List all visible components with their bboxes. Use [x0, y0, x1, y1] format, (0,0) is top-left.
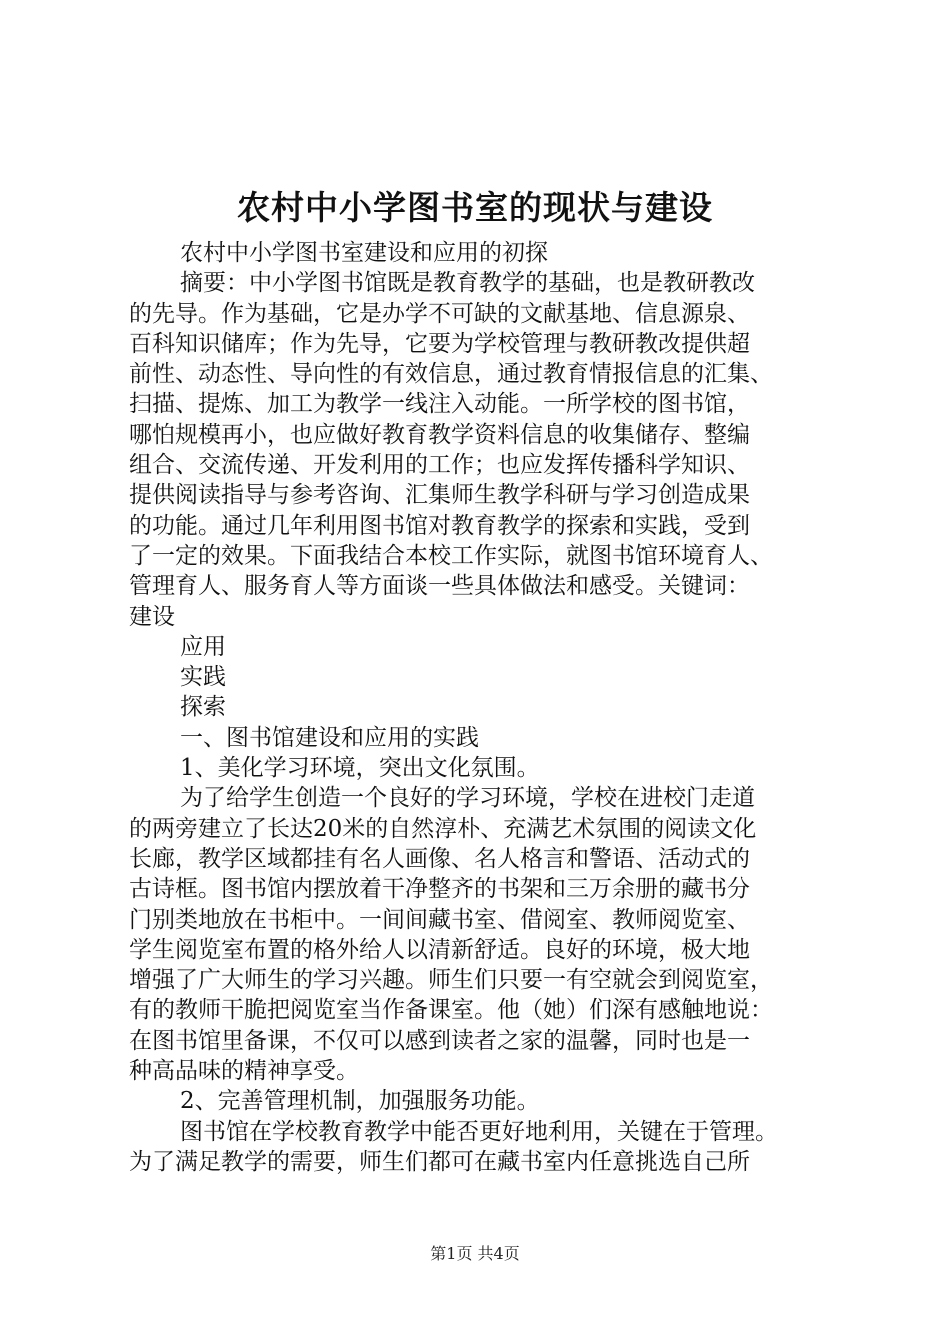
body-line: 为了满足教学的需要，师生们都可在藏书室内任意挑选自己所	[129, 1148, 750, 1175]
body-line: 图书馆在学校教育教学中能否更好地利用，关键在于管理。	[180, 1118, 778, 1145]
body-line: 有的教师干脆把阅览室当作备课室。他（她）们深有感触地说：	[129, 997, 773, 1024]
body-line: 学生阅览室布置的格外给人以清新舒适。良好的环境，极大地	[129, 936, 750, 963]
body-line: 扫描、提炼、加工为教学一线注入动能。一所学校的图书馆，	[129, 391, 750, 418]
body-line: 提供阅读指导与参考咨询、汇集师生教学科研与学习创造成果	[129, 482, 750, 509]
page-footer: 第1页 共4页	[430, 1244, 520, 1263]
body-line: 的功能。通过几年利用图书馆对教育教学的探索和实践，受到	[129, 512, 750, 539]
body-line: 摘要：中小学图书馆既是教育教学的基础，也是教研教改	[180, 270, 755, 297]
body-line: 一、图书馆建设和应用的实践	[180, 724, 479, 751]
body-line: 增强了广大师生的学习兴趣。师生们只要一有空就会到阅览室，	[129, 967, 773, 994]
body-line: 农村中小学图书室建设和应用的初探	[180, 240, 548, 266]
body-line: 实践	[180, 664, 226, 691]
body-line: 探索	[180, 694, 226, 721]
body-line: 前性、动态性、导向性的有效信息，通过教育情报信息的汇集、	[129, 361, 773, 388]
body-line: 门别类地放在书柜中。一间间藏书室、借阅室、教师阅览室、	[129, 906, 750, 933]
body-line: 管理育人、服务育人等方面谈一些具体做法和感受。关键词：	[129, 573, 750, 600]
body-line: 古诗框。图书馆内摆放着干净整齐的书架和三万余册的藏书分	[129, 876, 750, 903]
body-line: 组合、交流传递、开发利用的工作；也应发挥传播科学知识、	[129, 452, 750, 479]
body-line: 哪怕规模再小，也应做好教育教学资料信息的收集储存、整编	[129, 421, 750, 448]
body-line: 为了给学生创造一个良好的学习环境，学校在进校门走道	[180, 785, 755, 812]
body-line: 的两旁建立了长达20米的自然淳朴、充满艺术氛围的阅读文化	[129, 815, 757, 842]
body-line: 在图书馆里备课，不仅可以感到读者之家的温馨，同时也是一	[129, 1027, 750, 1054]
document-body	[129, 238, 849, 1177]
body-line: 2、完善管理机制，加强服务功能。	[180, 1088, 540, 1115]
body-line: 1、美化学习环境，突出文化氛围。	[180, 755, 540, 782]
body-line: 的先导。作为基础，它是办学不可缺的文献基地、信息源泉、	[129, 300, 750, 327]
body-line: 建设	[129, 603, 175, 630]
document-title: 农村中小学图书室的现状与建设	[237, 188, 713, 227]
body-line: 长廊，教学区域都挂有名人画像、名人格言和警语、活动式的	[129, 845, 750, 872]
body-line: 种高品味的精神享受。	[129, 1058, 359, 1085]
body-line: 了一定的效果。下面我结合本校工作实际，就图书馆环境育人、	[129, 542, 773, 569]
body-line: 百科知识储库；作为先导，它要为学校管理与教研教改提供超	[129, 330, 750, 357]
body-line: 应用	[180, 633, 226, 660]
